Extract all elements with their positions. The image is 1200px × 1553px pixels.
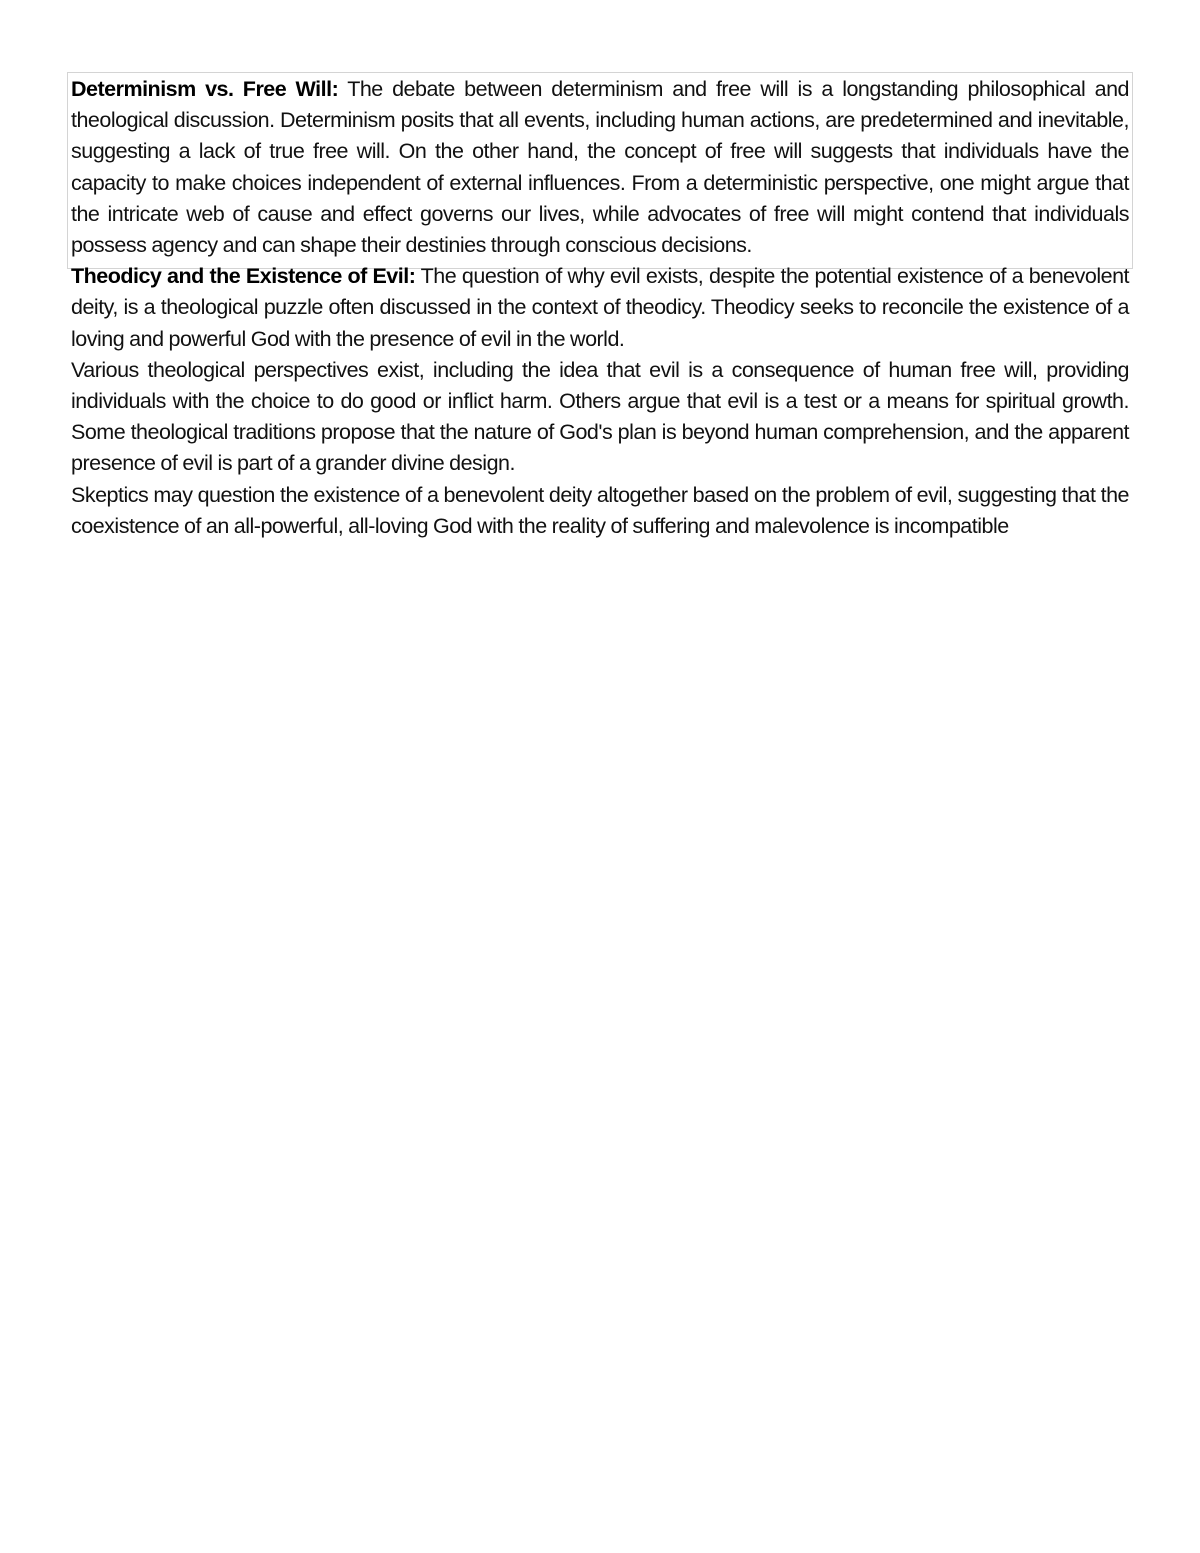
perspectives-paragraph: Various theological perspectives exist, including the idea that evil is a consequence of human free will, providing individuals with the choice to do good or inflict harm. Others argue that evil is a test or a means for spiritual growth. Some theological traditions propose that the nature of God's plan is beyond human comprehension, and the apparent presence of evil is part of a grander divine design. — [71, 357, 1129, 476]
determinism-heading: Determinism vs. Free Will: — [71, 77, 339, 101]
theodicy-paragraph — [71, 261, 1129, 355]
theodicy-heading: Theodicy and the Existence of Evil: — [71, 264, 416, 289]
document-text-box — [67, 72, 1133, 538]
theodicy-body: The question of why evil exists, despite the potential existence of a benevolent deity, is a theological puzzle often discussed in the context of theodicy. Theodicy seeks to reconcile the existence of a loving and powerful God with the presence of evil in the world. — [71, 264, 1129, 351]
skeptics-paragraph: Skeptics may question the existence of a benevolent deity altogether based on the problem of evil, suggesting that the coexistence of an all-powerful, all-loving God with the reality of suffering and malevolence is incompatible — [71, 482, 1129, 538]
determinism-body: The debate between determinism and free will is a longstanding philosophical and theological discussion. Determinism posits that all events, including human actions, are predetermined and inevitable, suggesting a lack of true free will. On the other hand, the concept of free will suggests that individuals have the capacity to make choices independent of external influences. From a deterministic perspective, one might argue that the intricate web of cause and effect governs our lives, while advocates of free will might contend that individuals possess agency and can shape their destinies through conscious decisions. — [71, 77, 1129, 258]
determinism-paragraph — [71, 74, 1129, 261]
